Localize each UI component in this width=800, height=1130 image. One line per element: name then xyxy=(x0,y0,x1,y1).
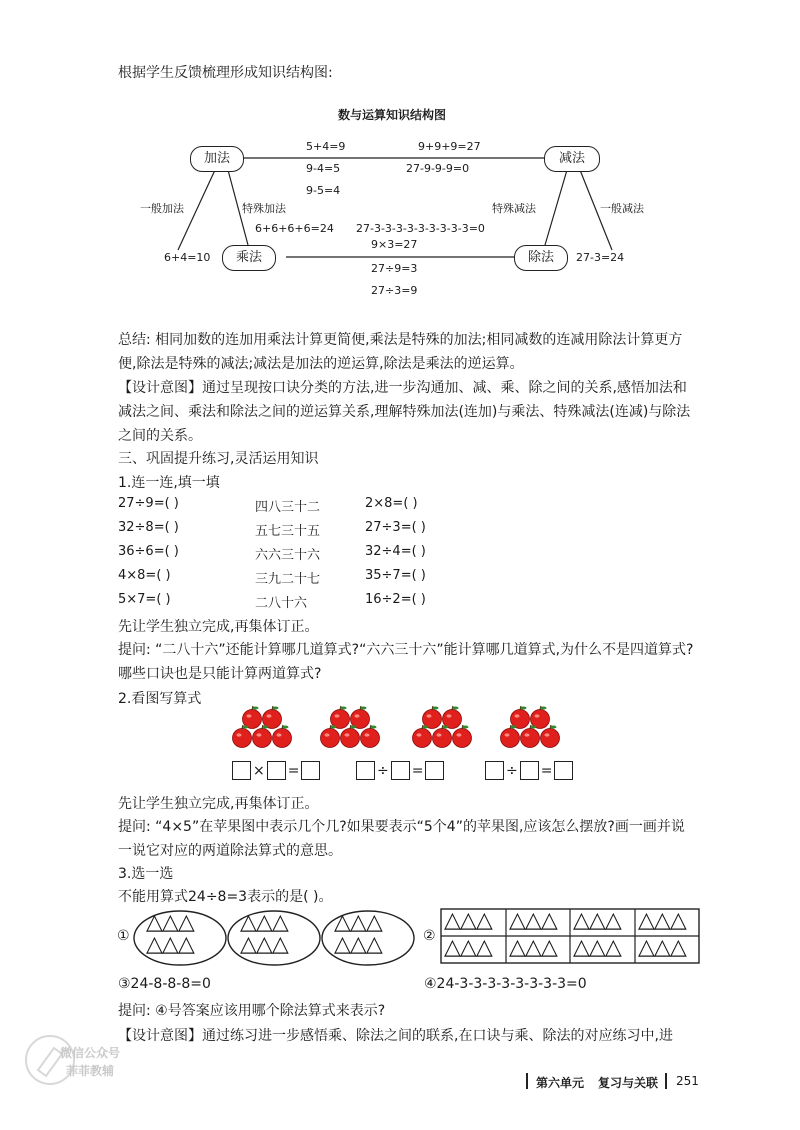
ex1-col3-row1: 2×8=( ) xyxy=(365,496,418,511)
ex1-col1-row4: 4×8=( ) xyxy=(118,568,171,583)
node-add: 加法 xyxy=(190,146,244,172)
triangle-row: △△△ xyxy=(509,935,557,960)
triangle-row: △△△ xyxy=(509,908,557,933)
apple xyxy=(521,725,540,748)
divide-sign: ÷ xyxy=(377,762,389,779)
apple xyxy=(341,725,360,748)
equals-sign: = xyxy=(287,762,300,779)
triangle-row: △△△ xyxy=(444,908,492,933)
ex3-question: 提问: ④号答案应该用哪个除法算式来表示? xyxy=(118,1003,386,1019)
answer-box[interactable] xyxy=(554,761,573,780)
apple xyxy=(501,725,520,748)
apple xyxy=(321,725,340,748)
ex2-formula-3 xyxy=(485,760,573,780)
divide-sign: ÷ xyxy=(506,762,518,779)
eq-bottom-2: 27÷9=3 xyxy=(371,262,418,275)
node-sub: 减法 xyxy=(544,146,600,172)
design-intent-1: 【设计意图】通过呈现按口诀分类的方法,进一步沟通加、减、乘、除之间的关系,感悟加法和减法之间、乘法和除法之间的逆运算关系,理解特殊加法(连加)与乘法、特殊减法(连减)与除法之间的关系。 xyxy=(118,380,691,444)
apple xyxy=(413,725,432,748)
times-sign: × xyxy=(253,762,265,779)
eq-top-left-3: 9-5=4 xyxy=(306,184,341,197)
ex1-col1-row5: 5×7=( ) xyxy=(118,592,171,607)
apple xyxy=(453,725,472,748)
apple xyxy=(253,725,272,748)
label-general-add: 一般加法 xyxy=(140,202,184,215)
ex1-title: 1.连一连,填一填 xyxy=(118,475,220,491)
apple xyxy=(351,706,370,729)
triangle-row: △△△ xyxy=(573,908,621,933)
apple xyxy=(541,725,560,748)
answer-box[interactable] xyxy=(301,761,320,780)
ex2-formula-2 xyxy=(356,760,444,780)
ex1-col3-row2: 27÷3=( ) xyxy=(365,520,426,535)
triangle-row: △△△ xyxy=(638,908,686,933)
apple xyxy=(263,706,282,729)
eq-top-left-1: 5+4=9 xyxy=(306,140,346,153)
answer-box[interactable] xyxy=(520,761,539,780)
option-1-label[interactable]: ① xyxy=(117,928,130,944)
answer-box[interactable] xyxy=(485,761,504,780)
node-mul: 乘法 xyxy=(222,245,276,271)
eq-special-sub: 27-3-3-3-3-3-3-3-3-3=0 xyxy=(356,222,485,235)
ex2-title: 2.看图写算式 xyxy=(118,691,202,707)
summary-text: 总结: 相同加数的连加用乘法计算更简便,乘法是特殊的加法;相同减数的连减用除法计算更方便,除法是特殊的减法;减法是加法的逆运算,除法是乘法的逆运算。 xyxy=(118,332,683,372)
apple-group-1 xyxy=(233,706,292,748)
apple xyxy=(273,725,292,748)
apple xyxy=(233,725,252,748)
ex1-col2-row3: 六六三十六 xyxy=(255,548,321,563)
footer-divider xyxy=(665,1073,667,1089)
equals-sign: = xyxy=(540,762,553,779)
ex1-col2-row2: 五七三十五 xyxy=(255,524,321,539)
section-3-title: 三、巩固提升练习,灵活运用知识 xyxy=(118,451,319,467)
design-intent-2: 【设计意图】通过练习进一步感悟乘、除法之间的联系,在口诀与乘、除法的对应练习中,进 xyxy=(118,1028,673,1044)
eq-general-add: 6+4=10 xyxy=(164,251,211,264)
triangle-row: △△△ xyxy=(573,935,621,960)
triangle-row: △△△ xyxy=(240,932,288,957)
ex1-col3-row4: 35÷7=( ) xyxy=(365,568,426,583)
answer-box[interactable] xyxy=(391,761,410,780)
line-sub-div xyxy=(545,170,567,245)
ex2-question: 提问: “4×5”在苹果图中表示几个几?如果要表示“5个4”的苹果图,应该怎么摆放?画一画并说一说它对应的两道除法算式的意思。 xyxy=(118,819,685,859)
apple-group-2 xyxy=(321,706,380,748)
option-2-label[interactable]: ② xyxy=(423,928,436,944)
option-4[interactable]: ④24-3-3-3-3-3-3-3-3=0 xyxy=(424,976,587,992)
ex1-col1-row3: 36÷6=( ) xyxy=(118,544,179,559)
apple xyxy=(361,725,380,748)
ex1-col2-row5: 二八十六 xyxy=(255,596,308,611)
ex1-col2-row4: 三九二十七 xyxy=(255,572,321,587)
ex1-question: 提问: “二八十六”还能计算哪几道算式?“六六三十六”能计算哪几道算式,为什么不是四道算式?哪些口诀也是只能计算两道算式? xyxy=(118,642,694,682)
triangle-row: △△△ xyxy=(444,935,492,960)
equals-sign: = xyxy=(411,762,424,779)
apple xyxy=(243,706,262,729)
footer-divider xyxy=(526,1073,528,1089)
ex2-note: 先让学生独立完成,再集体订正。 xyxy=(118,796,319,812)
eq-top-right-2: 27-9-9-9=0 xyxy=(406,162,470,175)
ex3-prompt: 不能用算式24÷8=3表示的是( )。 xyxy=(118,889,333,905)
node-div: 除法 xyxy=(514,245,568,271)
eq-top-right-1: 9+9+9=27 xyxy=(418,140,481,153)
apple xyxy=(443,706,462,729)
apple xyxy=(331,706,350,729)
answer-box[interactable] xyxy=(232,761,251,780)
footer-unit: 第六单元 xyxy=(536,1076,585,1090)
apple xyxy=(433,725,452,748)
ex1-col2-row1: 四八三十二 xyxy=(255,500,321,515)
ex3-title: 3.选一选 xyxy=(118,866,174,882)
ex1-note: 先让学生独立完成,再集体订正。 xyxy=(118,619,319,635)
triangle-row: △△△ xyxy=(334,932,382,957)
eq-general-sub: 27-3=24 xyxy=(576,251,625,264)
answer-box[interactable] xyxy=(267,761,286,780)
triangle-row: △△△ xyxy=(146,932,194,957)
triangle-row: △△△ xyxy=(146,910,194,935)
eq-bottom-3: 27÷3=9 xyxy=(371,284,418,297)
apple xyxy=(531,706,550,729)
apple-groups xyxy=(0,700,800,755)
ex1-col3-row3: 32÷4=( ) xyxy=(365,544,426,559)
label-general-sub: 一般减法 xyxy=(600,202,644,215)
apple xyxy=(511,706,530,729)
label-special-sub: 特殊减法 xyxy=(492,202,536,215)
triangle-row: △△△ xyxy=(240,910,288,935)
eq-top-left-2: 9-4=5 xyxy=(306,162,341,175)
triangle-row: △△△ xyxy=(334,910,382,935)
eq-special-add: 6+6+6+6=24 xyxy=(255,222,334,235)
apple-group-3 xyxy=(413,706,472,748)
apple xyxy=(423,706,442,729)
ex1-col1-row2: 32÷8=( ) xyxy=(118,520,179,535)
eq-bottom-1: 9×3=27 xyxy=(371,238,418,251)
ex1-col3-row5: 16÷2=( ) xyxy=(365,592,426,607)
answer-box[interactable] xyxy=(356,761,375,780)
watermark-line-2: 菲菲教辅 xyxy=(66,1064,115,1078)
page-number: 251 xyxy=(676,1074,699,1088)
answer-box[interactable] xyxy=(425,761,444,780)
apple-group-4 xyxy=(501,706,560,748)
intro-text: 根据学生反馈梳理形成知识结构图: xyxy=(118,65,333,81)
footer-title: 复习与关联 xyxy=(598,1076,659,1090)
diagram-title: 数与运算知识结构图 xyxy=(338,108,447,122)
ex2-formula-1 xyxy=(232,760,320,780)
triangle-row: △△△ xyxy=(638,935,686,960)
label-special-add: 特殊加法 xyxy=(242,202,286,215)
ex1-col1-row1: 27÷9=( ) xyxy=(118,496,179,511)
option-3[interactable]: ③24-8-8-8=0 xyxy=(118,976,211,992)
watermark-line-1: 微信公众号 xyxy=(60,1046,121,1060)
